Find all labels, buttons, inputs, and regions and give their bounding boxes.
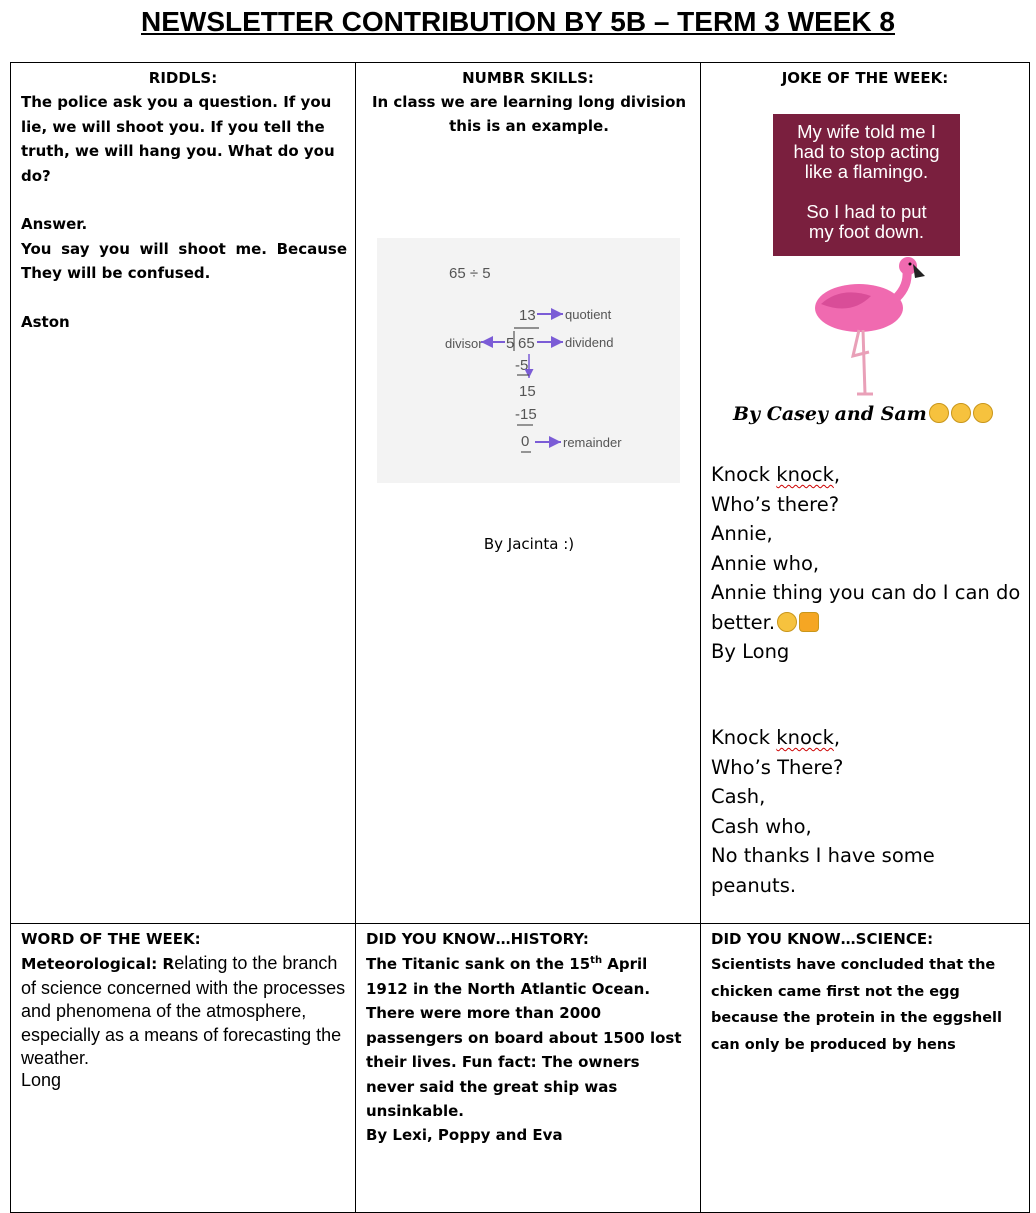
sign-line: My wife told me I <box>797 121 936 142</box>
science-heading: DID YOU KNOW…SCIENCE: <box>711 930 934 948</box>
dividend-value: 65 <box>518 335 535 352</box>
riddle-answer-line2: They will be confused. <box>21 264 211 282</box>
riddle-author: Aston <box>21 313 70 331</box>
history-section <box>355 923 701 1213</box>
joy-emoji-icon <box>973 403 993 423</box>
quotient-value: 13 <box>519 307 536 324</box>
joke-line: Annie who, <box>711 551 820 575</box>
history-author: By Lexi, Poppy and Eva <box>366 1126 563 1144</box>
word-of-week-section <box>10 923 356 1213</box>
joke-line: Annie, <box>711 522 773 545</box>
sign-line: had to stop acting <box>793 141 940 162</box>
history-heading: DID YOU KNOW…HISTORY: <box>366 930 589 948</box>
joke-heading: JOKE OF THE WEEK: <box>781 69 949 87</box>
number-skills-section <box>355 62 701 924</box>
scared-cat-emoji-icon <box>799 612 819 632</box>
riddle-answer-label: Answer. <box>21 215 88 233</box>
riddle-heading: RIDDLS: <box>148 69 218 87</box>
number-skills-author: By Jacinta :) <box>483 535 575 553</box>
flamingo-image <box>801 256 931 398</box>
grin-emoji-icon <box>929 403 949 423</box>
word-term: Meteorological: <box>21 955 158 973</box>
long-division-diagram <box>377 238 680 483</box>
divisor-label: divisor <box>445 336 483 351</box>
science-text: Scientists have concluded that the chicken came first not the egg because the protein in the eggshell can only be produced by hens <box>711 957 1002 1053</box>
joke-section <box>700 62 1030 924</box>
remainder-value: 0 <box>521 433 530 450</box>
sign-line: my foot down. <box>808 221 925 242</box>
definition-text: elating to the branch of science concerned with the processes and phenomena of the atmosphere, especially as a means of forecasting the weather. <box>21 953 346 1068</box>
riddle-section <box>10 62 356 924</box>
riddle-answer-line1: You say you will shoot me. Because <box>21 240 347 258</box>
newsletter-title: NEWSLETTER CONTRIBUTION BY 5B – TERM 3 WEEK 8 <box>141 6 895 37</box>
quotient-label: quotient <box>565 307 612 322</box>
number-skills-intro-line2: this is an example. <box>449 117 609 135</box>
rofl-emoji-icon <box>777 612 797 632</box>
division-problem: 65 ÷ 5 <box>449 265 491 282</box>
joke-line: Annie thing you can do I can do <box>711 581 1021 604</box>
word-of-week-heading: WORD OF THE WEEK: <box>21 930 201 948</box>
remainder-label: remainder <box>563 435 622 450</box>
dividend-label: dividend <box>565 335 614 350</box>
joke-line: Who’s There? <box>711 755 844 779</box>
step-subtract-1: -5 <box>515 357 529 374</box>
number-skills-heading: NUMBR SKILLS: <box>462 69 594 87</box>
knock-knock-joke-2 <box>711 723 1021 924</box>
joke-line: Cash, <box>711 785 766 808</box>
knock-knock-joke-1 <box>711 460 1021 667</box>
science-section <box>700 923 1030 1213</box>
joke-line: Who’s there? <box>711 492 840 516</box>
word-author: Long <box>21 1070 62 1090</box>
sign-line: like a flamingo. <box>804 161 929 182</box>
word-definition <box>21 952 347 1071</box>
riddle-question: The police ask you a question. If you lie, we will shoot you. If you tell the truth, we will hang you. What do you do? <box>21 93 335 185</box>
definition-first-letter: R <box>162 955 175 973</box>
flamingo-joke-sign <box>773 114 960 256</box>
joke-author: By Long <box>711 640 790 663</box>
history-text: The Titanic sank on the 15th April 1912 in the North Atlantic Ocean. There were more than 2000 passengers on board about 1500 lost their lives. Fun fact: The owners never said the great ship was unsinkable. <box>366 955 682 1120</box>
joke-line: Cash who, <box>711 814 812 838</box>
step-bring-down: 15 <box>519 383 536 400</box>
divisor-value: 5 <box>506 335 515 352</box>
step-subtract-2: -15 <box>515 406 537 423</box>
flamingo-caption: By Casey and Sam <box>733 403 1021 425</box>
joke-line: better. <box>711 608 1021 638</box>
rofl-emoji-icon <box>951 403 971 423</box>
sign-line: So I had to put <box>806 201 927 222</box>
number-skills-intro-line1: In class we are learning long division <box>371 93 687 111</box>
joke-line: No thanks I have some peanuts. <box>711 844 935 897</box>
joke-line: Knock knock, <box>711 463 841 486</box>
joke-line: Knock knock, <box>711 726 841 749</box>
